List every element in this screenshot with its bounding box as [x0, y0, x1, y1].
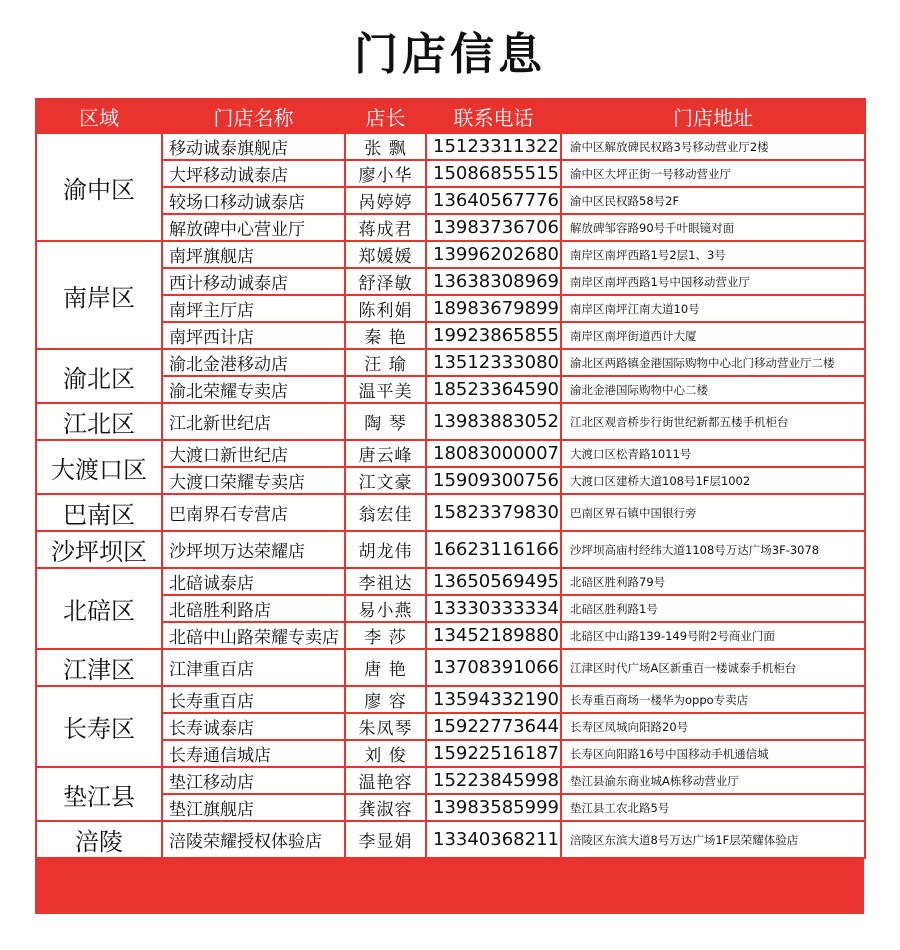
- manager-cell: 朱凤琴: [345, 713, 426, 740]
- address-cell: 南岸区南坪西路1号中国移动营业厅: [561, 268, 865, 295]
- manager-cell: 郑媛媛: [345, 241, 426, 268]
- address-cell: 涪陵区东滨大道8号万达广场1F层荣耀体验店: [561, 821, 865, 858]
- table-row: [36, 568, 865, 595]
- store-name-cell: 解放碑中心营业厅: [162, 214, 345, 241]
- address-cell: 渝中区大坪正街一号移动营业厅: [561, 160, 865, 187]
- phone-cell: 15123311322: [426, 133, 561, 160]
- header-store-name: 门店名称: [162, 99, 345, 133]
- address-cell: 南岸区南坪江南大道10号: [561, 295, 865, 322]
- phone-cell: 13983585999: [426, 794, 561, 821]
- manager-cell: 龚淑容: [345, 794, 426, 821]
- region-cell: 北碚区: [36, 568, 162, 649]
- manager-cell: 唐云峰: [345, 440, 426, 467]
- address-cell: 渝中区解放碑民权路3号移动营业厅2楼: [561, 133, 865, 160]
- address-cell: 长寿重百商场一楼华为oppo专卖店: [561, 686, 865, 713]
- store-name-cell: 北碚诚泰店: [162, 568, 345, 595]
- address-cell: 大渡口区建桥大道108号1F层1002: [561, 467, 865, 494]
- phone-cell: 15086855515: [426, 160, 561, 187]
- manager-cell: 温艳容: [345, 767, 426, 794]
- region-cell: 江津区: [36, 649, 162, 686]
- table-body: [36, 133, 865, 858]
- region-cell: 南岸区: [36, 241, 162, 349]
- address-cell: 巴南区界石镇中国银行旁: [561, 494, 865, 531]
- phone-cell: 13708391066: [426, 649, 561, 686]
- region-cell: 涪陵: [36, 821, 162, 858]
- store-name-cell: 沙坪坝万达荣耀店: [162, 531, 345, 568]
- store-name-cell: 大渡口荣耀专卖店: [162, 467, 345, 494]
- address-cell: 垫江县渝东商业城A栋移动营业厅: [561, 767, 865, 794]
- manager-cell: 秦 艳: [345, 322, 426, 349]
- table-row: [36, 821, 865, 858]
- store-table: [35, 98, 866, 859]
- address-cell: 北碚区中山路139-149号附2号商业门面: [561, 622, 865, 649]
- address-cell: 长寿区凤城向阳路20号: [561, 713, 865, 740]
- manager-cell: 陈利娟: [345, 295, 426, 322]
- table-row: [36, 494, 865, 531]
- manager-cell: 呙婷婷: [345, 187, 426, 214]
- address-cell: 解放碑邹容路90号千叶眼镜对面: [561, 214, 865, 241]
- phone-cell: 13983883052: [426, 403, 561, 440]
- table-header-row: [36, 99, 865, 133]
- address-cell: 北碚区胜利路79号: [561, 568, 865, 595]
- table-row: [36, 649, 865, 686]
- phone-cell: 15823379830: [426, 494, 561, 531]
- header-manager: 店长: [345, 99, 426, 133]
- header-region: 区域: [36, 99, 162, 133]
- store-name-cell: 大渡口新世纪店: [162, 440, 345, 467]
- store-name-cell: 北碚胜利路店: [162, 595, 345, 622]
- region-cell: 巴南区: [36, 494, 162, 531]
- phone-cell: 19923865855: [426, 322, 561, 349]
- store-name-cell: 南坪主厅店: [162, 295, 345, 322]
- store-name-cell: 垫江移动店: [162, 767, 345, 794]
- manager-cell: 江文豪: [345, 467, 426, 494]
- store-name-cell: 南坪旗舰店: [162, 241, 345, 268]
- table-row: [36, 440, 865, 467]
- address-cell: 北碚区胜利路1号: [561, 595, 865, 622]
- manager-cell: 廖 容: [345, 686, 426, 713]
- store-name-cell: 西计移动诚泰店: [162, 268, 345, 295]
- phone-cell: 15922516187: [426, 740, 561, 767]
- region-cell: 垫江县: [36, 767, 162, 821]
- manager-cell: 易小燕: [345, 595, 426, 622]
- phone-cell: 13983736706: [426, 214, 561, 241]
- store-name-cell: 移动诚泰旗舰店: [162, 133, 345, 160]
- store-name-cell: 巴南界石专营店: [162, 494, 345, 531]
- store-name-cell: 长寿通信城店: [162, 740, 345, 767]
- table-row: [36, 767, 865, 794]
- address-cell: 南岸区南坪街道西计大厦: [561, 322, 865, 349]
- address-cell: 渝北区两路镇金港国际购物中心北门移动营业厅二楼: [561, 349, 865, 376]
- store-name-cell: 长寿诚泰店: [162, 713, 345, 740]
- store-name-cell: 垫江旗舰店: [162, 794, 345, 821]
- table-row: [36, 686, 865, 713]
- region-cell: 渝北区: [36, 349, 162, 403]
- phone-cell: 13650569495: [426, 568, 561, 595]
- store-name-cell: 较场口移动诚泰店: [162, 187, 345, 214]
- store-name-cell: 涪陵荣耀授权体验店: [162, 821, 345, 858]
- store-name-cell: 渝北荣耀专卖店: [162, 376, 345, 403]
- address-cell: 长寿区向阳路16号中国移动手机通信城: [561, 740, 865, 767]
- store-name-cell: 江津重百店: [162, 649, 345, 686]
- phone-cell: 15922773644: [426, 713, 561, 740]
- phone-cell: 15909300756: [426, 467, 561, 494]
- manager-cell: 李祖达: [345, 568, 426, 595]
- manager-cell: 廖小华: [345, 160, 426, 187]
- region-cell: 江北区: [36, 403, 162, 440]
- region-cell: 沙坪坝区: [36, 531, 162, 568]
- address-cell: 江津区时代广场A区新重百一楼诚泰手机柜台: [561, 649, 865, 686]
- table-row: [36, 349, 865, 376]
- manager-cell: 张 飘: [345, 133, 426, 160]
- manager-cell: 温平美: [345, 376, 426, 403]
- phone-cell: 16623116166: [426, 531, 561, 568]
- phone-cell: 13512333080: [426, 349, 561, 376]
- store-name-cell: 大坪移动诚泰店: [162, 160, 345, 187]
- address-cell: 沙坪坝高庙村经纬大道1108号万达广场3F-3078: [561, 531, 865, 568]
- address-cell: 江北区观音桥步行街世纪新都五楼手机柜台: [561, 403, 865, 440]
- phone-cell: 13594332190: [426, 686, 561, 713]
- manager-cell: 李显娟: [345, 821, 426, 858]
- phone-cell: 18983679899: [426, 295, 561, 322]
- address-cell: 渝北金港国际购物中心二楼: [561, 376, 865, 403]
- header-address: 门店地址: [561, 99, 865, 133]
- manager-cell: 蒋成君: [345, 214, 426, 241]
- phone-cell: 18523364590: [426, 376, 561, 403]
- phone-cell: 18083000007: [426, 440, 561, 467]
- phone-cell: 13640567776: [426, 187, 561, 214]
- table-row: [36, 531, 865, 568]
- store-name-cell: 南坪西计店: [162, 322, 345, 349]
- store-name-cell: 渝北金港移动店: [162, 349, 345, 376]
- phone-cell: 13330333334: [426, 595, 561, 622]
- manager-cell: 李 莎: [345, 622, 426, 649]
- manager-cell: 刘 俊: [345, 740, 426, 767]
- region-cell: 长寿区: [36, 686, 162, 767]
- table-row: [36, 133, 865, 160]
- address-cell: 大渡口区松青路1011号: [561, 440, 865, 467]
- address-cell: 渝中区民权路58号2F: [561, 187, 865, 214]
- header-phone: 联系电话: [426, 99, 561, 133]
- phone-cell: 13340368211: [426, 821, 561, 858]
- manager-cell: 翁宏佳: [345, 494, 426, 531]
- manager-cell: 唐 艳: [345, 649, 426, 686]
- phone-cell: 13638308969: [426, 268, 561, 295]
- manager-cell: 汪 瑜: [345, 349, 426, 376]
- store-name-cell: 北碚中山路荣耀专卖店: [162, 622, 345, 649]
- page-title: 门店信息: [354, 29, 546, 80]
- manager-cell: 胡龙伟: [345, 531, 426, 568]
- manager-cell: 舒泽敏: [345, 268, 426, 295]
- table-row: [36, 403, 865, 440]
- phone-cell: 13452189880: [426, 622, 561, 649]
- region-cell: 大渡口区: [36, 440, 162, 494]
- address-cell: 南岸区南坪西路1号2层1、3号: [561, 241, 865, 268]
- address-cell: 垫江县工农北路5号: [561, 794, 865, 821]
- phone-cell: 13996202680: [426, 241, 561, 268]
- store-name-cell: 江北新世纪店: [162, 403, 345, 440]
- manager-cell: 陶 琴: [345, 403, 426, 440]
- region-cell: 渝中区: [36, 133, 162, 241]
- phone-cell: 15223845998: [426, 767, 561, 794]
- table-row: [36, 241, 865, 268]
- store-name-cell: 长寿重百店: [162, 686, 345, 713]
